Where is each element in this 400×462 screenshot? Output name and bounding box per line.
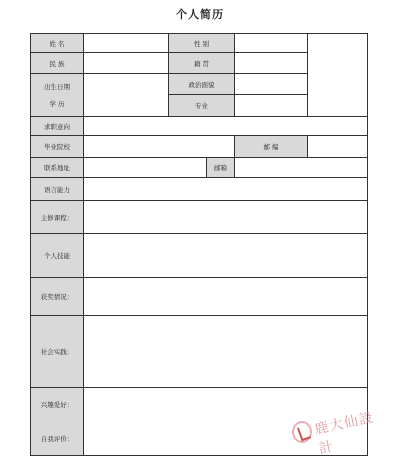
value-native-place[interactable] <box>234 52 308 74</box>
label-education: 学 历 <box>49 100 65 108</box>
value-job-intention[interactable] <box>83 116 368 136</box>
value-birth-education[interactable] <box>83 73 169 117</box>
label-contact-address: 联系地址 <box>30 157 84 178</box>
label-ethnicity: 民 族 <box>30 52 84 74</box>
value-major[interactable] <box>234 94 308 117</box>
label-language-ability: 语言能力 <box>30 177 84 201</box>
value-award-status[interactable] <box>83 277 368 316</box>
value-graduate-school[interactable] <box>83 135 235 158</box>
label-postcode: 邮 编 <box>234 135 308 158</box>
value-political-status[interactable] <box>234 73 308 95</box>
value-ethnicity[interactable] <box>83 52 169 74</box>
label-email: 邮箱 <box>206 157 235 178</box>
label-name: 姓 名 <box>30 33 84 53</box>
label-graduate-school: 毕业院校 <box>30 135 84 158</box>
resume-title: 个人简历 <box>176 8 224 21</box>
label-major: 专业 <box>168 94 235 117</box>
label-hobbies: 兴趣爱好： <box>40 401 74 410</box>
watermark-brand: 鹿大仙設計 <box>313 409 376 458</box>
label-personal-skills: 个人技能 <box>30 233 84 278</box>
label-self-evaluation: 自我评价： <box>40 434 74 443</box>
label-group-birth-education <box>30 73 84 117</box>
value-main-courses[interactable] <box>83 200 368 234</box>
label-political-status: 政治面貌 <box>168 73 235 95</box>
photo-cell[interactable] <box>307 33 368 117</box>
label-main-courses: 主修课程： <box>30 200 84 234</box>
value-hobbies-evaluation[interactable] <box>83 387 368 456</box>
label-group-hobbies-evaluation <box>30 387 84 456</box>
value-postcode[interactable] <box>307 135 368 158</box>
value-language-ability[interactable] <box>83 177 368 201</box>
value-social-practice[interactable] <box>83 315 368 388</box>
label-native-place: 籍 贯 <box>168 52 235 74</box>
value-gender[interactable] <box>234 33 308 53</box>
label-award-status: 获奖情况： <box>30 277 84 316</box>
label-birth-date: 出生日期 <box>44 83 70 91</box>
label-job-intention: 求职意向 <box>30 116 84 136</box>
value-contact-address[interactable] <box>83 157 207 178</box>
label-gender: 性 别 <box>168 33 235 53</box>
value-email[interactable] <box>234 157 368 178</box>
value-personal-skills[interactable] <box>83 233 368 278</box>
label-social-practice: 社会实践： <box>30 315 84 388</box>
value-name[interactable] <box>83 33 169 53</box>
